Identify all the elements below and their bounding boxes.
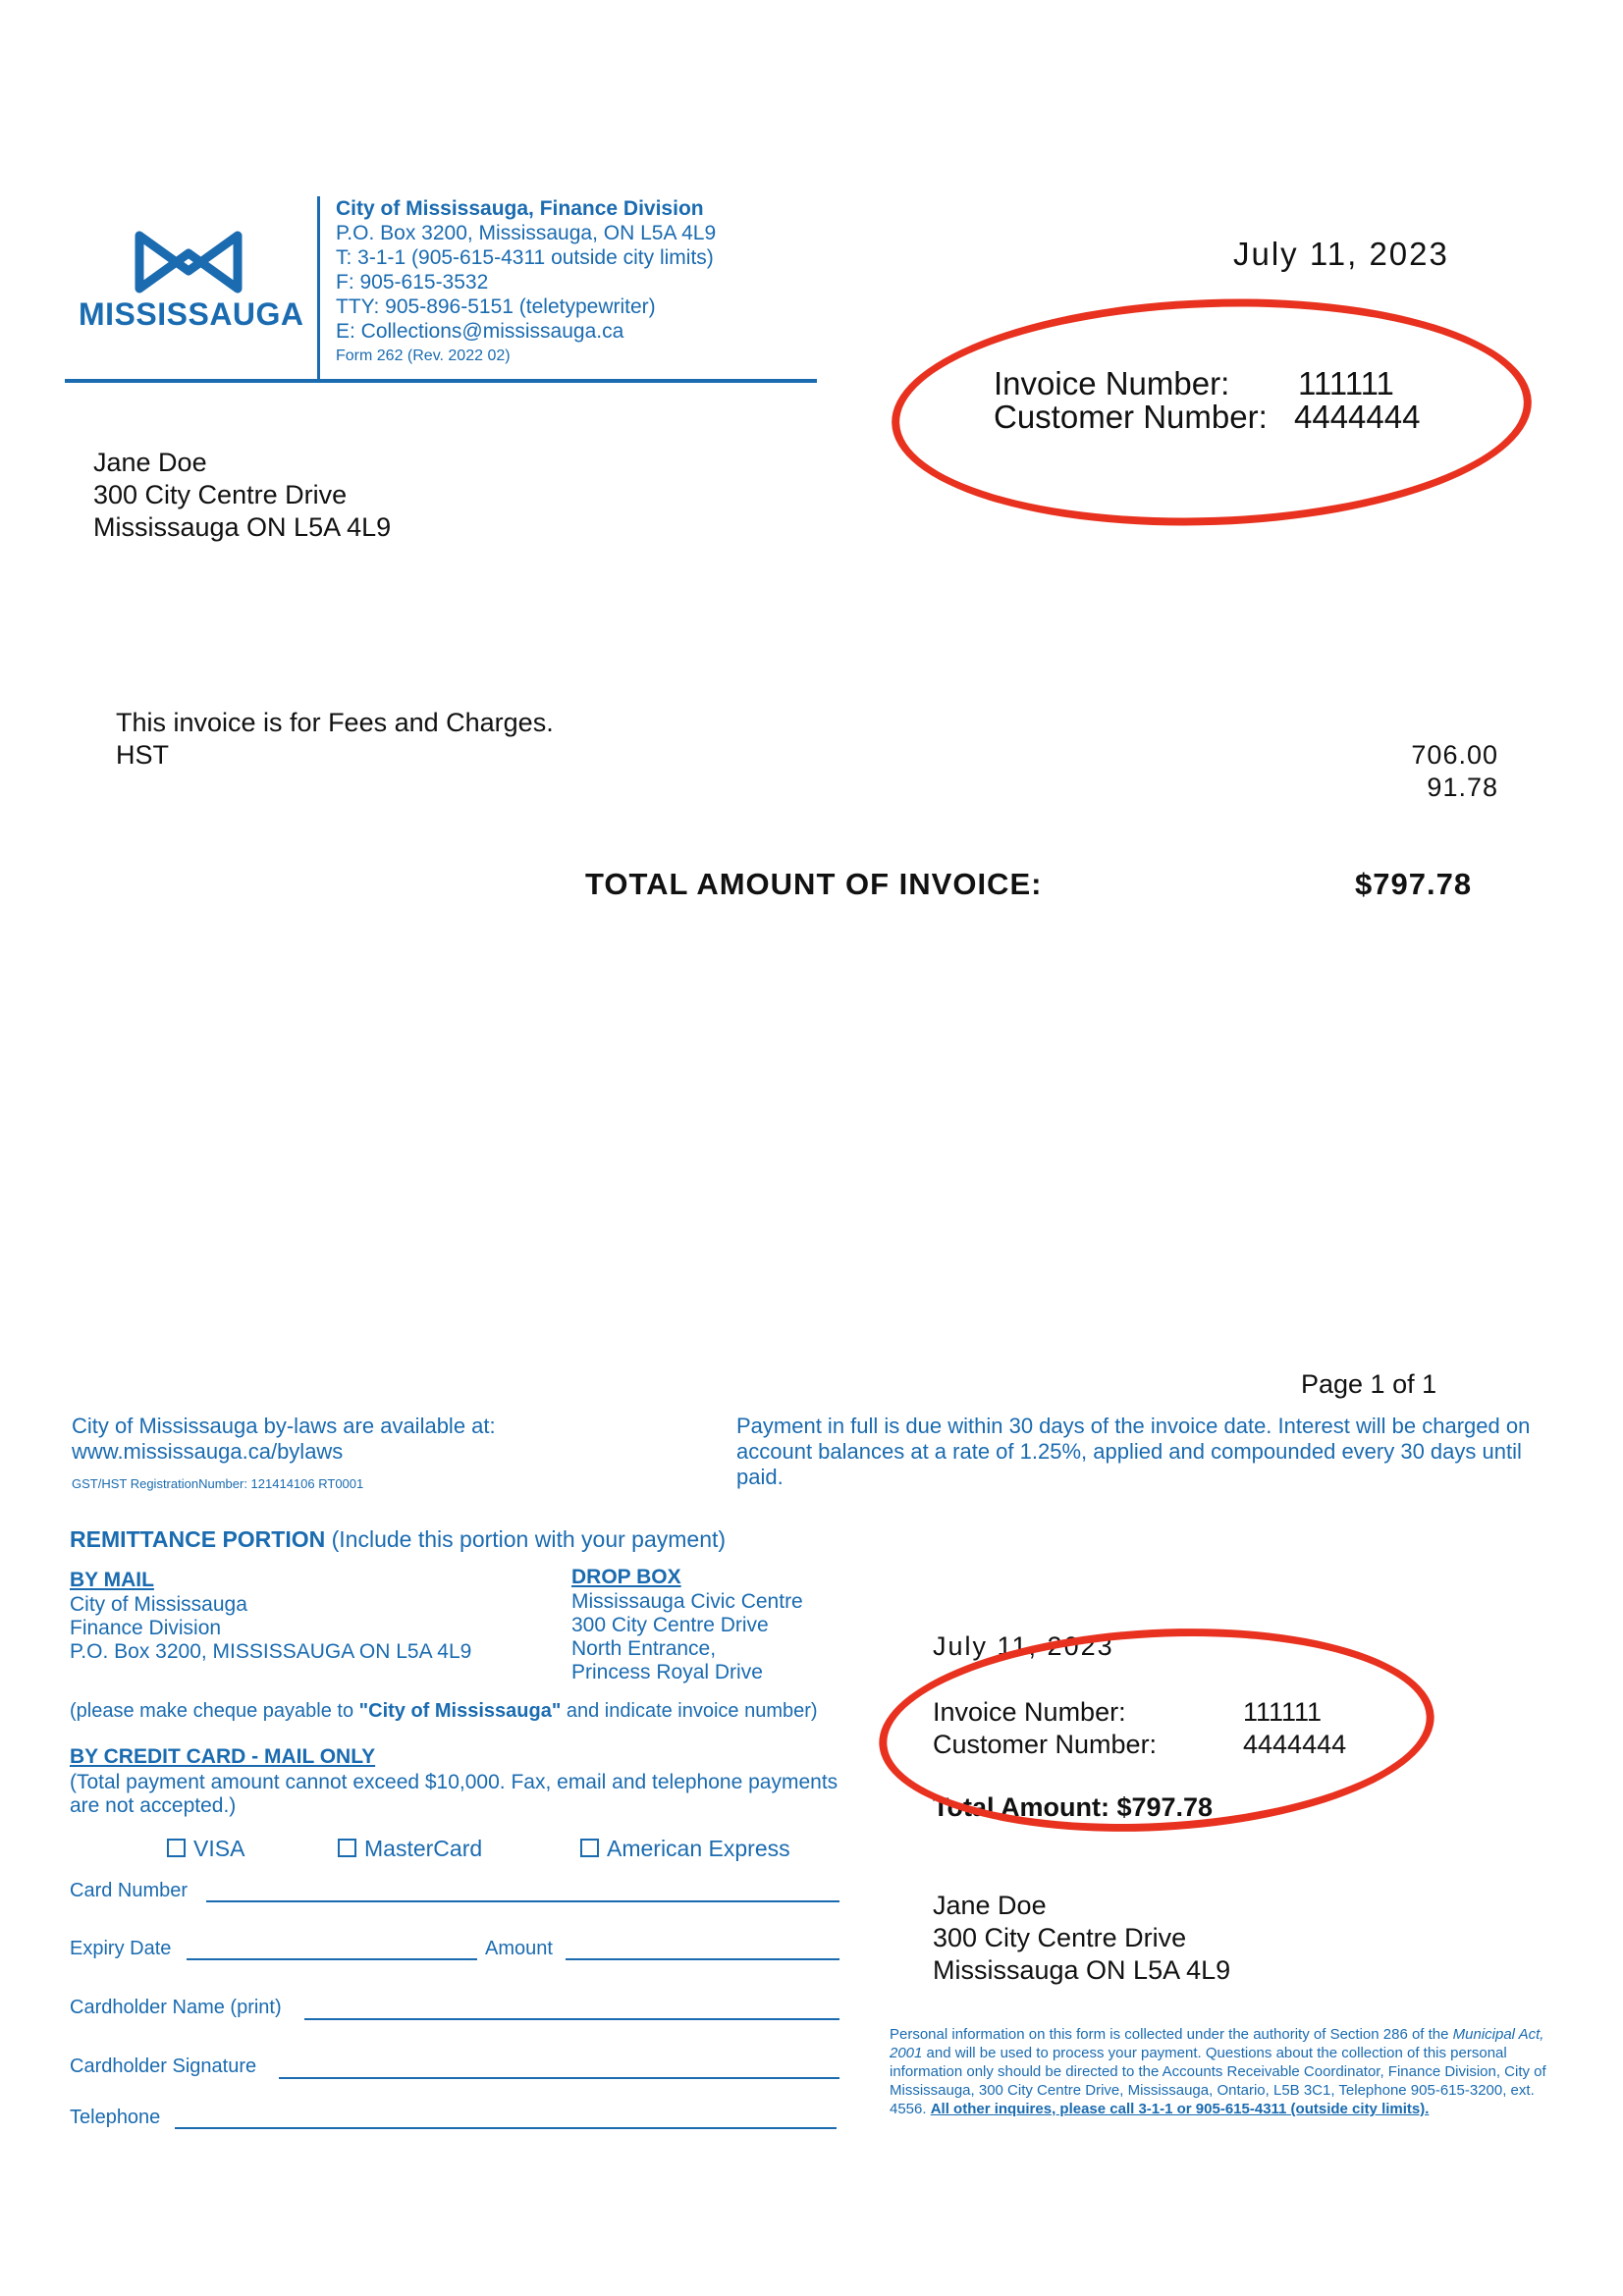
customer-number: 4444444 xyxy=(1294,399,1421,435)
privacy-text: Personal information on this form is collected under the authority of Section 286 of the xyxy=(890,2026,1453,2043)
recipient-street: 300 City Centre Drive xyxy=(93,480,348,509)
by-mail-line: P.O. Box 3200, MISSISSAUGA ON L5A 4L9 xyxy=(70,1640,472,1663)
card-option-label: VISA xyxy=(193,1836,245,1861)
stub-recipient-name: Jane Doe xyxy=(933,1891,1047,1920)
drop-box-address xyxy=(571,1590,803,1684)
stub-recipient-street: 300 City Centre Drive xyxy=(933,1923,1187,1952)
header-divider xyxy=(317,196,320,383)
stub-invoice-number-label: Invoice Number: xyxy=(933,1697,1126,1727)
signature-label: Cardholder Signature xyxy=(70,2056,257,2077)
amount-label: Amount xyxy=(485,1938,553,1959)
charge-amounts xyxy=(1316,739,1498,804)
cardholder-name-label: Cardholder Name (print) xyxy=(70,1997,282,2018)
total-amount: $797.78 xyxy=(1355,867,1473,901)
cheque-payee: "City of Mississauga" xyxy=(358,1700,562,1722)
by-mail-address xyxy=(70,1593,471,1664)
card-option-mastercard[interactable] xyxy=(338,1836,482,1862)
invoice-date: July 11, 2023 xyxy=(1233,236,1449,272)
expiry-date-label: Expiry Date xyxy=(70,1938,172,1959)
stub-customer-number-label: Customer Number: xyxy=(933,1730,1158,1759)
drop-box-line: 300 City Centre Drive xyxy=(571,1614,769,1636)
invoice-number: 111111 xyxy=(1298,365,1394,401)
card-option-visa[interactable] xyxy=(167,1836,244,1862)
bylaws-url[interactable]: www.mississauga.ca/bylaws xyxy=(72,1439,344,1464)
remittance-title-bold: REMITTANCE PORTION xyxy=(70,1526,326,1552)
payment-terms: Payment in full is due within 30 days of the invoice date. Interest will be charged on account balances at a rate of 1.25%, applied and compounded every 30 days until paid. xyxy=(736,1414,1531,1489)
privacy-act: Municipal Act, 2001 xyxy=(890,2026,1544,2061)
gst-registration: GST/HST RegistrationNumber: 121414106 RT0001 xyxy=(72,1476,364,1491)
total-label: TOTAL AMOUNT OF INVOICE: xyxy=(585,867,1043,901)
by-mail-line: Finance Division xyxy=(70,1617,222,1639)
card-option-label: MasterCard xyxy=(364,1836,483,1861)
stub-customer-number: 4444444 xyxy=(1243,1730,1347,1759)
checkbox-icon[interactable] xyxy=(580,1839,599,1857)
annotation-circle-top xyxy=(888,289,1536,537)
remittance-title xyxy=(70,1526,726,1553)
bylaws-line: City of Mississauga by-laws are available at: xyxy=(72,1414,496,1438)
sender-block xyxy=(336,196,716,368)
cheque-instructions xyxy=(70,1700,818,1723)
charge-descriptions xyxy=(116,707,554,772)
telephone-field[interactable] xyxy=(175,2127,837,2129)
cheque-text: (please make cheque payable to xyxy=(70,1700,359,1722)
telephone-label: Telephone xyxy=(70,2107,161,2128)
privacy-text-2: and will be used to process your payment. Questions about the collection of this personal information only should be directed to the Accounts Receivable Coordinator, Finance Division, City of Mississauga, 300 City Centre Drive, Mississauga, Ontario, L5B 3C1, Telephone 905-615-3200, ext. 4556. xyxy=(890,2045,1546,2117)
header-rule xyxy=(65,379,817,383)
cheque-text-end: and indicate invoice number) xyxy=(561,1700,818,1722)
recipient-address xyxy=(93,447,391,544)
bylaws-note xyxy=(72,1414,496,1465)
card-option-amex[interactable] xyxy=(580,1836,790,1862)
by-mail-line: City of Mississauga xyxy=(70,1593,247,1616)
sender-address: P.O. Box 3200, Mississauga, ON L5A 4L9 xyxy=(336,222,717,244)
form-number: Form 262 (Rev. 2022 02) xyxy=(336,347,511,364)
sender-tty: TTY: 905-896-5151 (teletypewriter) xyxy=(336,295,656,318)
expiry-date-field[interactable] xyxy=(187,1958,477,1960)
drop-box-heading: DROP BOX xyxy=(571,1566,681,1588)
stub-recipient-city: Mississauga ON L5A 4L9 xyxy=(933,1955,1231,1985)
stub-total-amount: Total Amount: $797.78 xyxy=(933,1792,1214,1822)
sender-org: City of Mississauga, Finance Division xyxy=(336,197,704,220)
stub-invoice-number: 111111 xyxy=(1243,1697,1323,1727)
amount-field[interactable] xyxy=(566,1958,839,1960)
credit-card-note: (Total payment amount cannot exceed $10,000. Fax, email and telephone payments are not accepted.) xyxy=(70,1771,839,1817)
tax-amount: 91.78 xyxy=(1427,773,1498,802)
signature-field[interactable] xyxy=(279,2077,839,2079)
credit-card-heading: BY CREDIT CARD - MAIL ONLY xyxy=(70,1745,376,1768)
stub-recipient-address xyxy=(933,1890,1230,1987)
checkbox-icon[interactable] xyxy=(338,1839,356,1857)
stub-invoice-date: July 11, 2023 xyxy=(933,1631,1114,1661)
by-mail-heading: BY MAIL xyxy=(70,1569,154,1591)
card-number-label: Card Number xyxy=(70,1880,189,1901)
sender-email: E: Collections@mississauga.ca xyxy=(336,320,624,343)
customer-number-label: Customer Number: xyxy=(994,399,1268,435)
charge-amount: 706.00 xyxy=(1411,740,1498,770)
charge-description: This invoice is for Fees and Charges. xyxy=(116,708,554,737)
drop-box-line: Princess Royal Drive xyxy=(571,1661,763,1683)
drop-box-line: Mississauga Civic Centre xyxy=(571,1590,803,1613)
drop-box-line: North Entrance, xyxy=(571,1637,717,1660)
invoice-number-label: Invoice Number: xyxy=(994,365,1230,401)
checkbox-icon[interactable] xyxy=(167,1839,186,1857)
card-number-field[interactable] xyxy=(206,1900,839,1902)
privacy-notice xyxy=(890,2025,1567,2118)
logo-wordmark: MISSISSAUGA xyxy=(79,296,304,332)
remittance-title-note: (Include this portion with your payment) xyxy=(325,1526,727,1552)
cardholder-name-field[interactable] xyxy=(304,2018,839,2020)
recipient-city: Mississauga ON L5A 4L9 xyxy=(93,512,392,542)
card-option-label: American Express xyxy=(607,1836,790,1861)
tax-label: HST xyxy=(116,740,169,770)
sender-fax: F: 905-615-3532 xyxy=(336,271,489,294)
privacy-contact-link[interactable]: All other inquires, please call 3-1-1 or 905-615-4311 (outside city limits). xyxy=(930,2101,1430,2117)
page-number: Page 1 of 1 xyxy=(1301,1369,1437,1399)
sender-phone: T: 3-1-1 (905-615-4311 outside city limits) xyxy=(336,246,714,269)
recipient-name: Jane Doe xyxy=(93,448,207,477)
